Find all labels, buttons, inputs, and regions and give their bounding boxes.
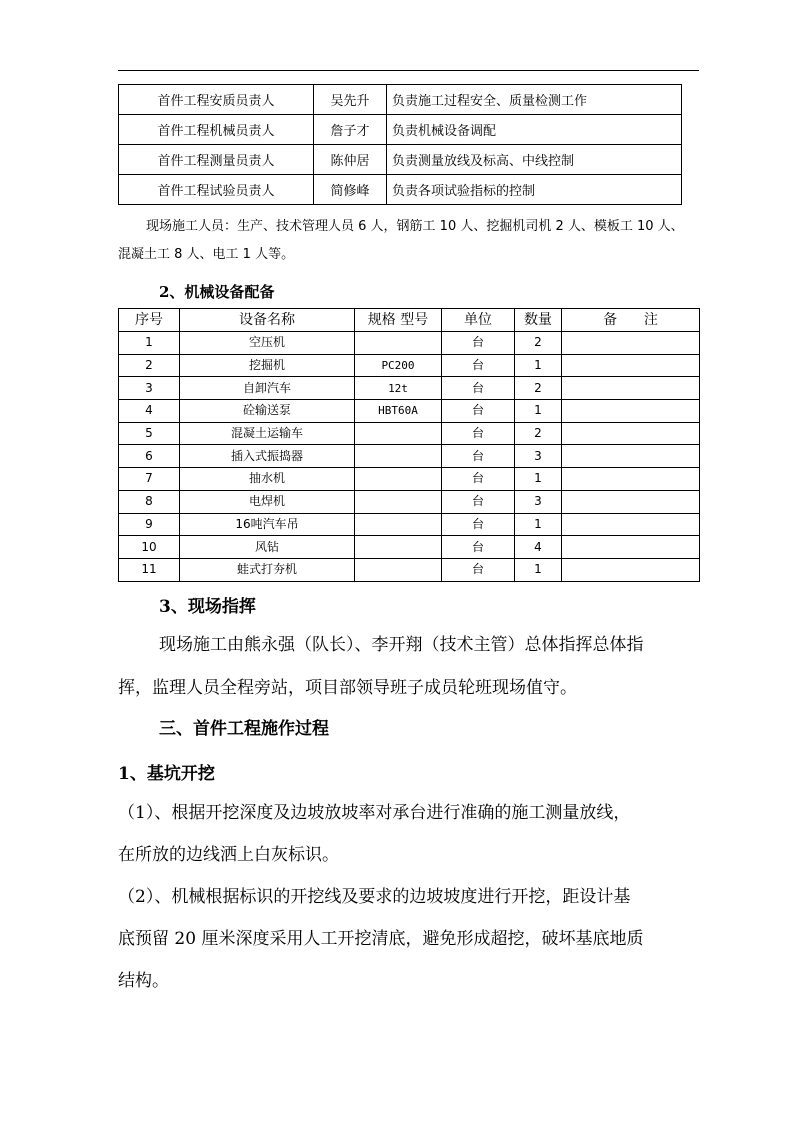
equip-name: 自卸汽车: [180, 377, 355, 400]
equip-spec: [355, 422, 442, 445]
equip-no: 1: [119, 332, 180, 355]
equip-unit: 台: [442, 468, 515, 491]
equip-unit: 台: [442, 558, 515, 581]
staff-row: [119, 145, 682, 175]
equip-remark: [562, 513, 700, 536]
equip-unit: 台: [442, 332, 515, 355]
command-heading: 3、现场指挥: [159, 597, 256, 617]
equip-no: 2: [119, 354, 180, 377]
section-3-heading: 三、首件工程施作过程: [159, 719, 329, 739]
staff-role: 首件工程试验员责人: [119, 175, 314, 205]
staff-duty: 负责机械设备调配: [387, 115, 682, 145]
equip-spec: [355, 332, 442, 355]
equip-no: 11: [119, 558, 180, 581]
equip-qty: 1: [515, 354, 562, 377]
equipment-row: [119, 468, 700, 491]
equip-remark: [562, 332, 700, 355]
equip-remark: [562, 445, 700, 468]
equip-name: 16吨汽车吊: [180, 513, 355, 536]
p1-line-2: 在所放的边线洒上白灰标识。: [118, 845, 339, 865]
equipment-row: [119, 422, 700, 445]
equip-spec: [355, 558, 442, 581]
equip-qty: 3: [515, 445, 562, 468]
equip-qty: 4: [515, 536, 562, 559]
equip-name: 空压机: [180, 332, 355, 355]
staff-duty: 负责施工过程安全、质量检测工作: [387, 85, 682, 115]
equip-remark: [562, 400, 700, 423]
staff-table: [118, 84, 682, 205]
p2-line-2: 底预留 20 厘米深度采用人工开挖清底，避免形成超挖，破坏基底地质: [118, 929, 644, 949]
equip-no: 6: [119, 445, 180, 468]
equip-remark: [562, 490, 700, 513]
equipment-row: [119, 445, 700, 468]
p2-line-1: （2）、机械根据标识的开挖线及要求的边坡坡度进行开挖，距设计基: [118, 887, 631, 907]
workers-line-1: 现场施工人员：生产、技术管理人员 6 人，钢筋工 10 人、挖掘机司机 2 人、模板工 10 人、: [146, 219, 684, 234]
equipment-row: [119, 354, 700, 377]
equip-qty: 1: [515, 468, 562, 491]
equip-qty: 2: [515, 332, 562, 355]
staff-row: [119, 115, 682, 145]
equip-unit: 台: [442, 445, 515, 468]
equipment-row: [119, 490, 700, 513]
staff-name: 陈仲居: [314, 145, 387, 175]
equip-no: 4: [119, 400, 180, 423]
equip-name: 挖掘机: [180, 354, 355, 377]
workers-line-2: 混凝土工 8 人、电工 1 人等。: [118, 247, 295, 262]
header-remark: 备 注: [562, 309, 700, 332]
equip-qty: 2: [515, 422, 562, 445]
equip-no: 8: [119, 490, 180, 513]
equip-name: 蛙式打夯机: [180, 558, 355, 581]
equip-no: 9: [119, 513, 180, 536]
header-no: 序号: [119, 309, 180, 332]
equip-remark: [562, 536, 700, 559]
equipment-header-row: [119, 309, 700, 332]
equip-remark: [562, 354, 700, 377]
equip-remark: [562, 468, 700, 491]
header-unit: 单位: [442, 309, 515, 332]
equip-name: 插入式振捣器: [180, 445, 355, 468]
equip-spec: [355, 445, 442, 468]
equip-name: 混凝土运输车: [180, 422, 355, 445]
equipment-row: [119, 558, 700, 581]
equip-remark: [562, 422, 700, 445]
equipment-row: [119, 536, 700, 559]
equip-spec: [355, 513, 442, 536]
equip-name: 砼输送泵: [180, 400, 355, 423]
equip-qty: 1: [515, 558, 562, 581]
equip-qty: 2: [515, 377, 562, 400]
equipment-row: [119, 513, 700, 536]
command-line-1: 现场施工由熊永强（队长）、李开翔（技术主管）总体指挥总体指: [159, 635, 644, 655]
equip-unit: 台: [442, 513, 515, 536]
equip-spec: [355, 468, 442, 491]
staff-row: [119, 175, 682, 205]
equip-qty: 1: [515, 513, 562, 536]
p2-line-3: 结构。: [118, 971, 169, 991]
equipment-heading: 2、机械设备配备: [159, 283, 275, 301]
equip-remark: [562, 558, 700, 581]
equip-remark: [562, 377, 700, 400]
staff-duty: 负责测量放线及标高、中线控制: [387, 145, 682, 175]
equip-name: 风钻: [180, 536, 355, 559]
equip-unit: 台: [442, 422, 515, 445]
equip-unit: 台: [442, 490, 515, 513]
staff-role: 首件工程安质员责人: [119, 85, 314, 115]
excavation-heading: 1、基坑开挖: [118, 764, 215, 784]
equip-spec: 12t: [355, 377, 442, 400]
staff-name: 简修峰: [314, 175, 387, 205]
equip-no: 5: [119, 422, 180, 445]
equip-spec: HBT60A: [355, 400, 442, 423]
staff-name: 吴先升: [314, 85, 387, 115]
equip-no: 7: [119, 468, 180, 491]
equip-qty: 3: [515, 490, 562, 513]
staff-row: [119, 85, 682, 115]
equipment-table: [118, 308, 700, 582]
equip-no: 10: [119, 536, 180, 559]
equip-no: 3: [119, 377, 180, 400]
command-line-2: 挥，监理人员全程旁站，项目部领导班子成员轮班现场值守。: [118, 678, 577, 698]
staff-role: 首件工程机械员责人: [119, 115, 314, 145]
staff-role: 首件工程测量员责人: [119, 145, 314, 175]
equipment-row: [119, 332, 700, 355]
equip-unit: 台: [442, 536, 515, 559]
p1-line-1: （1）、根据开挖深度及边坡放坡率对承台进行准确的施工测量放线，: [118, 803, 631, 823]
workers-paragraph: [118, 213, 703, 269]
staff-duty: 负责各项试验指标的控制: [387, 175, 682, 205]
equipment-row: [119, 400, 700, 423]
header-qty: 数量: [515, 309, 562, 332]
header-rule: [118, 70, 699, 71]
equip-unit: 台: [442, 400, 515, 423]
header-spec: 规格 型号: [355, 309, 442, 332]
equip-spec: [355, 536, 442, 559]
equip-qty: 1: [515, 400, 562, 423]
equip-spec: [355, 490, 442, 513]
equipment-row: [119, 377, 700, 400]
equip-unit: 台: [442, 354, 515, 377]
staff-name: 詹子才: [314, 115, 387, 145]
header-name: 设备名称: [180, 309, 355, 332]
equip-name: 抽水机: [180, 468, 355, 491]
equip-spec: PC200: [355, 354, 442, 377]
equip-name: 电焊机: [180, 490, 355, 513]
equip-unit: 台: [442, 377, 515, 400]
